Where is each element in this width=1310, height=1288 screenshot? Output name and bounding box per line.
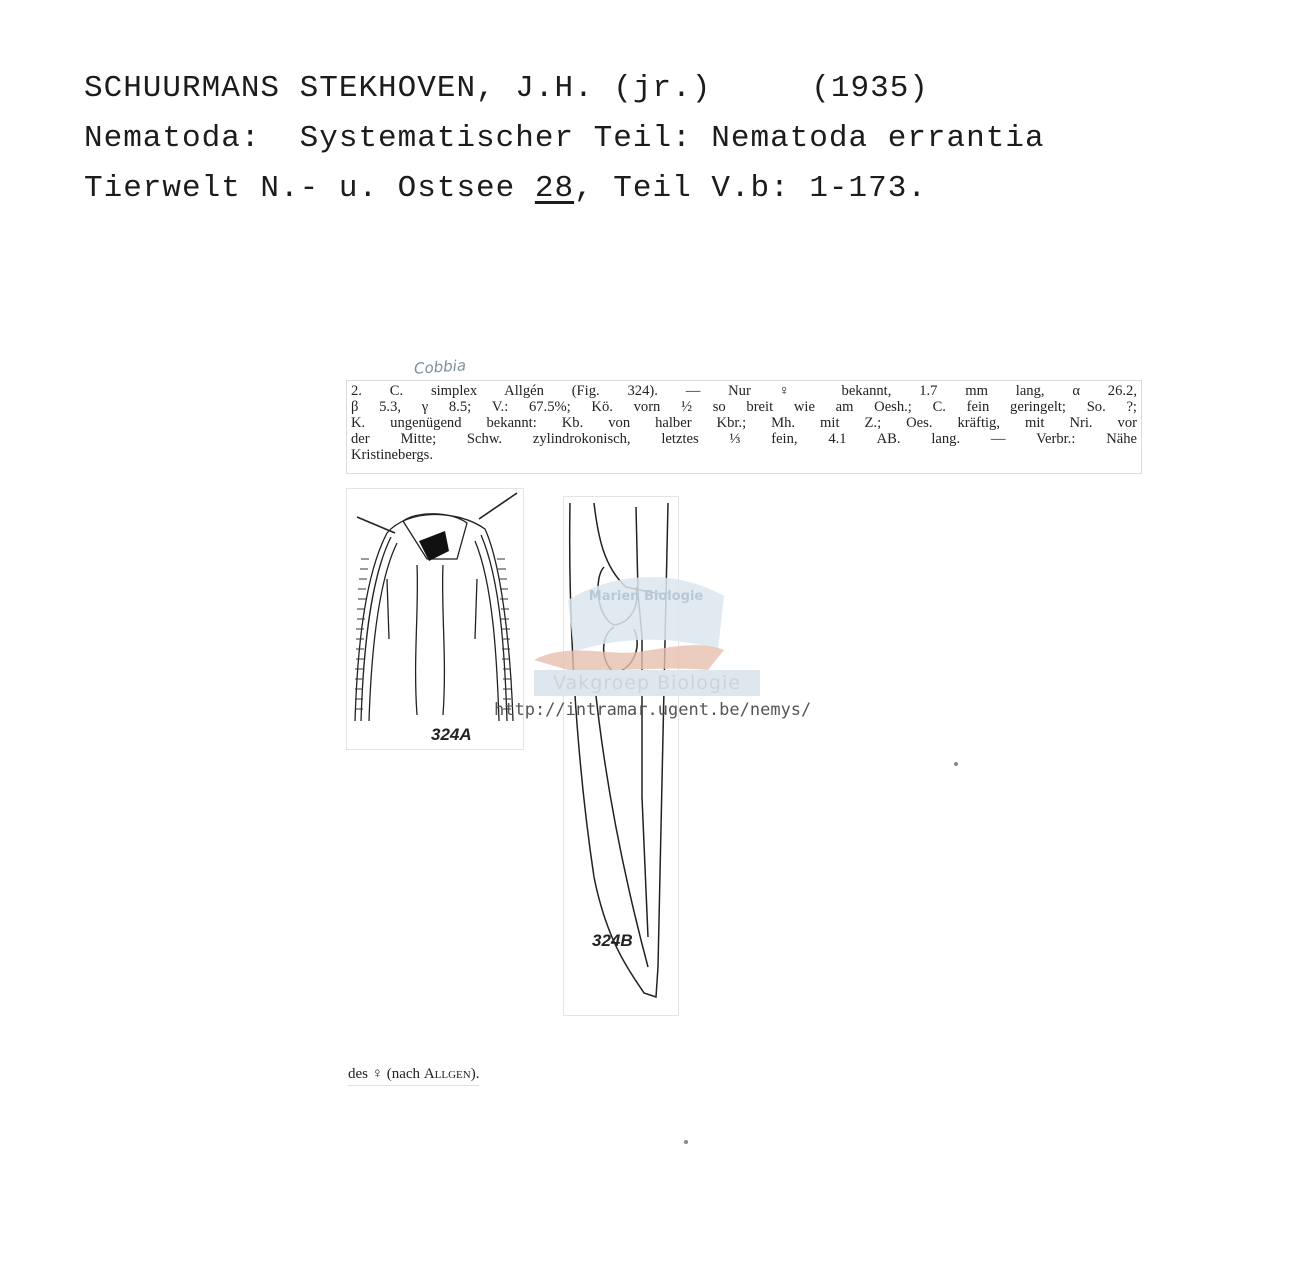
caption-suffix: ). bbox=[470, 1066, 480, 1082]
description-line: 2. C. simplex Allgén (Fig. 324). — Nur ♀ bekannt, 1.7 mm lang, α 26.2, bbox=[351, 383, 1137, 399]
description-line: Kristinebergs. bbox=[351, 447, 434, 463]
reference-author-line bbox=[84, 66, 1264, 116]
source-journal: Tierwelt N.- u. Ostsee bbox=[84, 171, 535, 206]
logo-arc-text: Marien Biologie bbox=[588, 589, 704, 604]
handwritten-genus-annotation: Cobbia bbox=[413, 356, 467, 378]
reference-source bbox=[84, 166, 1264, 216]
source-volume: 28 bbox=[534, 171, 575, 206]
reference-year: (1935) bbox=[811, 71, 929, 106]
figure-caption-fragment bbox=[348, 1066, 479, 1086]
source-pages: , Teil V.b: 1-173. bbox=[574, 171, 927, 206]
speck bbox=[954, 762, 958, 766]
watermark-url: http://intramar.ugent.be/nemys/ bbox=[494, 700, 812, 720]
logo-bar-text: Vakgroep Biologie bbox=[534, 670, 760, 696]
vakgroep-biologie-logo bbox=[528, 560, 764, 720]
description-line: der Mitte; Schw. zylindrokonisch, letztes ⅓ fein, 4.1 AB. lang. — Verbr.: Nähe bbox=[351, 431, 1137, 447]
reference-author: SCHUURMANS STEKHOVEN, J.H. (jr.) bbox=[84, 71, 712, 106]
reference-title: Nematoda: Systematischer Teil: Nematoda errantia bbox=[84, 121, 1045, 156]
speck bbox=[684, 1140, 688, 1144]
reference-header bbox=[84, 66, 1264, 216]
caption-author: Allgen bbox=[423, 1066, 471, 1082]
caption-prefix: des ♀ (nach bbox=[348, 1066, 424, 1082]
figure-324b-label: 324B bbox=[592, 931, 633, 950]
description-line: K. ungenügend bekannt: Kb. von halber Kbr.; Mh. mit Z.; Oes. kräftig, mit Nri. vor bbox=[351, 415, 1137, 431]
species-description-clipping bbox=[346, 380, 1142, 474]
figure-324a-label: 324A bbox=[431, 725, 472, 744]
description-line: β 5.3, γ 8.5; V.: 67.5%; Kö. vorn ½ so breit wie am Oesh.; C. fein geringelt; So. ?; bbox=[351, 399, 1137, 415]
